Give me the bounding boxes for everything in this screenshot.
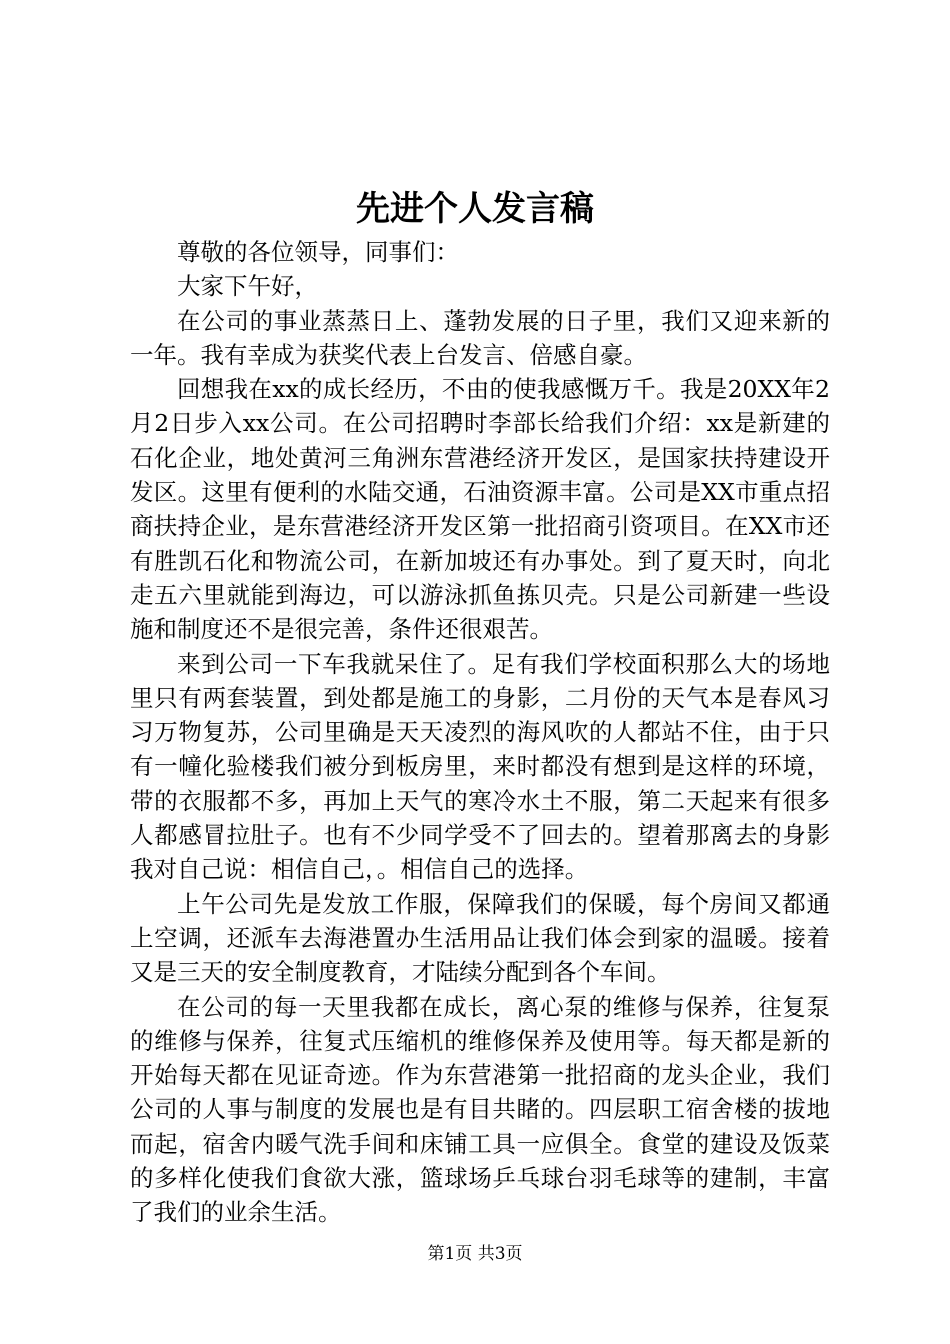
document-title: 先进个人发言稿 <box>356 189 594 229</box>
paragraph: 上午公司先是发放工作服，保障我们的保暖，每个房间又都通上空调，还派车去海港置办生活用品让我们体会到家的温暖。接着又是三天的安全制度教育，才陆续分配到各个车间。 <box>130 889 830 987</box>
salutation: 尊敬的各位领导，同事们： <box>177 238 459 266</box>
document-body <box>130 235 830 1230</box>
paragraph: 在公司的事业蒸蒸日上、蓬勃发展的日子里，我们又迎来新的一年。我有幸成为获奖代表上台发言、倍感自豪。 <box>130 306 830 369</box>
paragraph: 回想我在xx的成长经历，不由的使我感慨万千。我是20XX年2月2日步入xx公司。在公司招聘时李部长给我们介绍：xx是新建的石化企业，地处黄河三角洲东营港经济开发区，是国家扶持建设开发区。这里有便利的水陆交通，石油资源丰富。公司是XX市重点招商扶持企业，是东营港经济开发区第一批招商引资项目。在XX市还有胜凯石化和物流公司，在新加坡还有办事处。到了夏天时，向北走五六里就能到海边，可以游泳抓鱼拣贝壳。只是公司新建一些设施和制度还不是很完善，条件还很艰苦。 <box>130 375 830 644</box>
page-number-footer: 第1页 共3页 <box>427 1244 523 1264</box>
paragraph: 来到公司一下车我就呆住了。足有我们学校面积那么大的场地里只有两套装置，到处都是施工的身影，二月份的天气本是春风习习万物复苏，公司里确是天天凌烈的海风吹的人都站不住，由于只有一幢化验楼我们被分到板房里，来时都没有想到是这样的环境，带的衣服都不多，再加上天气的寒冷水土不服，第二天起来有很多人都感冒拉肚子。也有不少同学受不了回去的。望着那离去的身影我对自己说：相信自己，。相信自己的选择。 <box>130 649 830 884</box>
paragraph: 在公司的每一天里我都在成长，离心泵的维修与保养，往复泵的维修与保养，往复式压缩机的维修保养及使用等。每天都是新的开始每天都在见证奇迹。作为东营港第一批招商的龙头企业，我们公司的人事与制度的发展也是有目共睹的。四层职工宿舍楼的拔地而起，宿舍内暖气洗手间和床铺工具一应俱全。食堂的建设及饭菜的多样化使我们食欲大涨，篮球场乒乓球台羽毛球等的建制，丰富了我们的业余生活。 <box>130 992 830 1227</box>
greeting: 大家下午好， <box>177 272 318 301</box>
